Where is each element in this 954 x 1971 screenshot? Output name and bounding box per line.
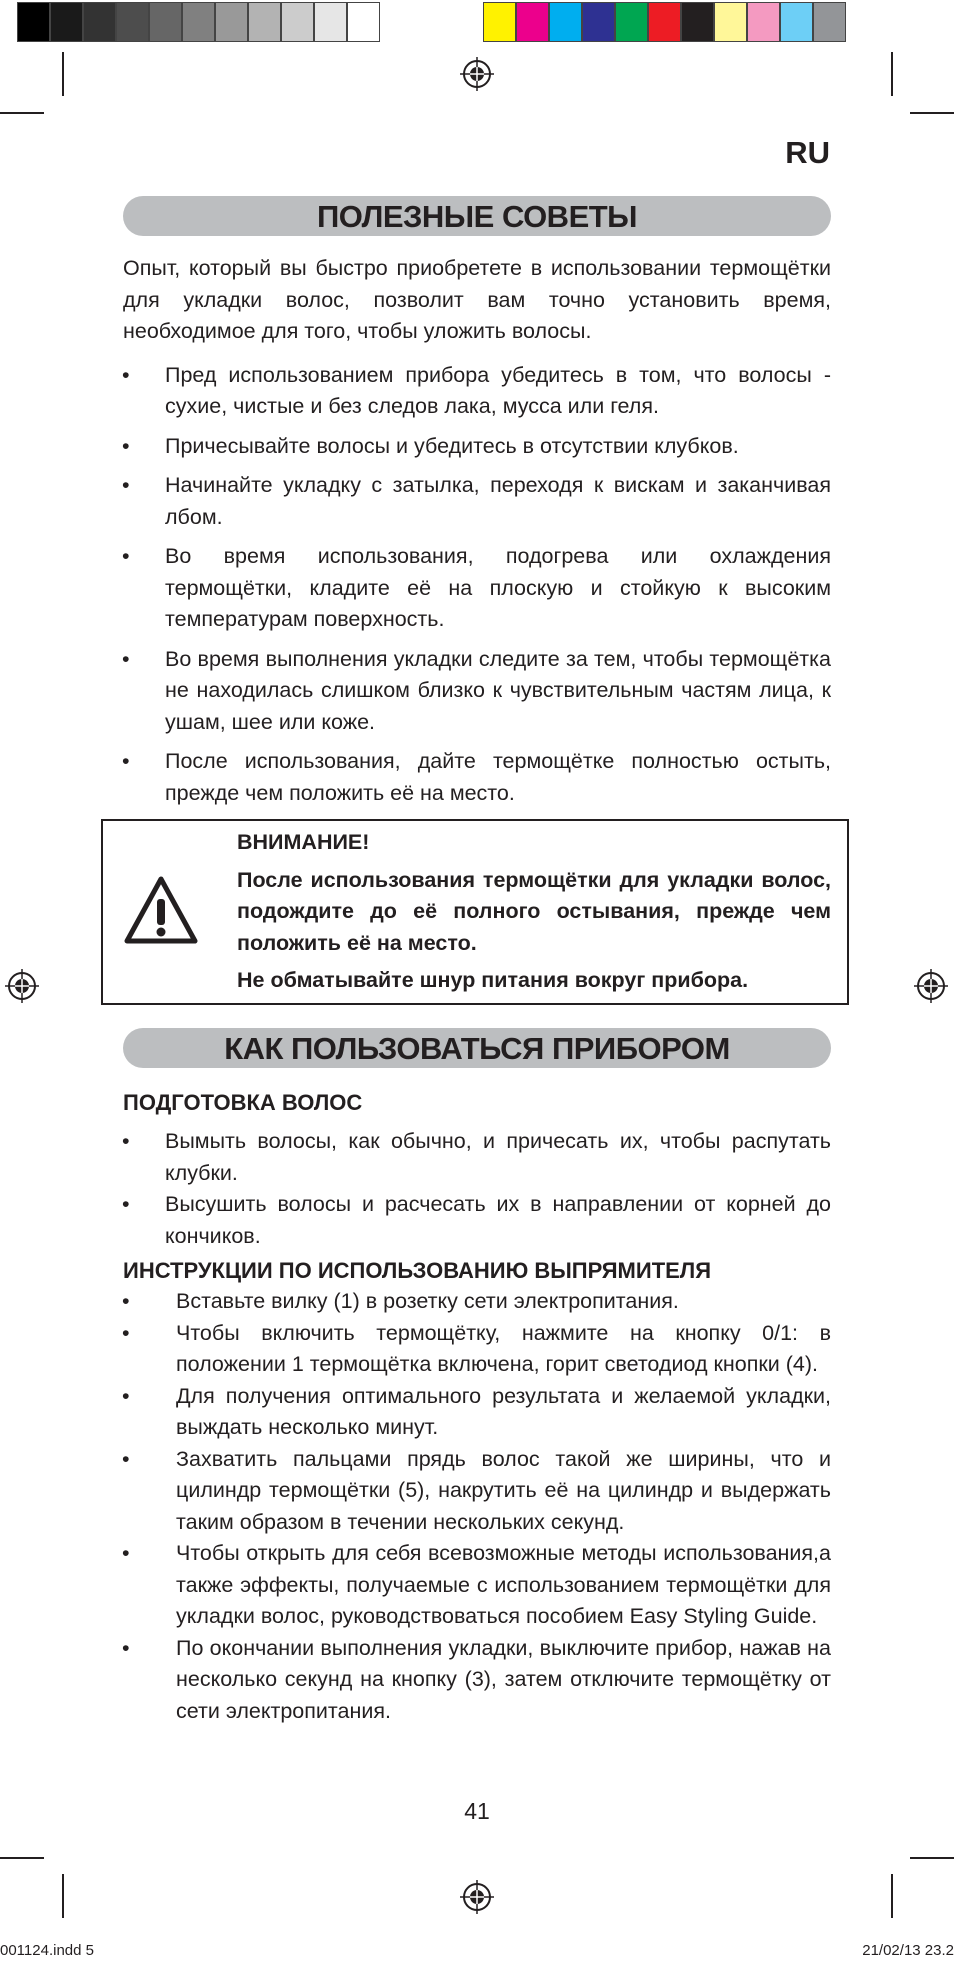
color-swatch (50, 2, 83, 42)
list-item-text: Во время выполнения укладки следите за тем, чтобы термощётка не находилась слишком близко к чувствительным частям лица, к ушам, шее или коже. (165, 646, 831, 734)
list-item-text: Вставьте вилку (1) в розетку сети электропитания. (176, 1289, 679, 1313)
crop-mark (910, 1857, 954, 1859)
bullet-marker: • (122, 1129, 130, 1153)
bullet-marker: • (122, 433, 130, 458)
usage-section (123, 1028, 831, 1727)
bullet-marker: • (122, 1192, 130, 1216)
color-swatch (813, 2, 846, 42)
list-item (123, 746, 831, 809)
warning-text (237, 827, 831, 997)
color-swatch (149, 2, 182, 42)
color-swatch (83, 2, 116, 42)
registration-mark-icon (460, 57, 494, 91)
color-swatch (248, 2, 281, 42)
color-swatch (615, 2, 648, 42)
list-item (123, 644, 831, 739)
tips-intro: Опыт, который вы быстро приобретете в использовании термощётки для укладки волос, позволит вам точно установить время, необходимое для того, чтобы уложить волосы. (123, 256, 831, 343)
list-item (123, 541, 831, 636)
bullet-marker: • (122, 1541, 130, 1565)
list-item (123, 1318, 831, 1381)
registration-mark-icon (914, 969, 948, 1003)
prep-heading: ПОДГОТОВКА ВОЛОС (123, 1090, 363, 1115)
prep-list (123, 1126, 831, 1252)
color-swatch (17, 2, 50, 42)
page-number: 41 (464, 1798, 490, 1824)
color-swatch (648, 2, 681, 42)
color-swatch (314, 2, 347, 42)
bullet-marker: • (122, 749, 130, 773)
bullet-marker: • (122, 1635, 130, 1660)
language-code: RU (785, 135, 830, 170)
color-swatch (747, 2, 780, 42)
list-item-text: Для получения оптимального результата и желаемой укладки, выждать несколько минут. (176, 1383, 831, 1439)
warning-title: ВНИМАНИЕ! (237, 830, 370, 854)
crop-mark (891, 1874, 893, 1918)
color-swatch (516, 2, 549, 42)
instructions-list (123, 1286, 831, 1727)
list-item (123, 1381, 831, 1444)
usage-section-title: КАК ПОЛЬЗОВАТЬСЯ ПРИБОРОМ (123, 1028, 831, 1068)
list-item (123, 1189, 831, 1252)
list-item (123, 1126, 831, 1189)
crop-mark (891, 52, 893, 96)
bullet-marker: • (122, 362, 130, 387)
crop-mark (910, 112, 954, 114)
grayscale-color-bar (17, 2, 380, 42)
list-item-text: Чтобы открыть для себя всевозможные методы использования,а также эффекты, получаемые с использованием термощётки для укладки волос, руководствоваться пособием Easy Styling Guide. (176, 1541, 831, 1628)
color-swatch (780, 2, 813, 42)
registration-mark-icon (460, 1880, 494, 1914)
list-item-text: Чтобы включить термощётку, нажмите на кнопку 0/1: в положении 1 термощётка включена, горит светодиод кнопки (4). (176, 1320, 831, 1376)
bullet-marker: • (122, 473, 130, 497)
bullet-marker: • (122, 646, 130, 671)
list-item (123, 360, 831, 423)
tips-section (123, 196, 831, 817)
crop-mark (62, 1874, 64, 1918)
process-color-bar (483, 2, 846, 42)
bullet-marker: • (122, 1446, 130, 1471)
list-item-text: Высушить волосы и расчесать их в направлении от корней до кончиков. (165, 1192, 831, 1248)
warning-text-2: Не обматывайте шнур питания вокруг прибора. (237, 968, 749, 992)
tips-list (123, 360, 831, 810)
color-swatch (681, 2, 714, 42)
list-item (123, 1444, 831, 1539)
color-swatch (582, 2, 615, 42)
color-swatch (347, 2, 380, 42)
list-item-text: Начинайте укладку с затылка, переходя к вискам и заканчивая лбом. (165, 473, 831, 529)
list-item (123, 1538, 831, 1633)
list-item (123, 470, 831, 533)
list-item (123, 431, 831, 463)
list-item-text: По окончании выполнения укладки, выключите прибор, нажав на несколько секунд на кнопку (3), затем отключите термощётку от сети электропитания. (176, 1635, 831, 1723)
list-item-text: После использования, дайте термощётке полностью остыть, прежде чем положить её на место. (165, 749, 831, 805)
list-item (123, 1286, 831, 1318)
color-swatch (483, 2, 516, 42)
bullet-marker: • (122, 1289, 130, 1313)
warning-triangle-icon (123, 873, 199, 949)
color-swatch (281, 2, 314, 42)
bullet-marker: • (122, 1383, 130, 1408)
list-item (123, 1633, 831, 1728)
registration-mark-icon (5, 969, 39, 1003)
crop-mark (0, 1857, 44, 1859)
color-swatch (549, 2, 582, 42)
bullet-marker: • (122, 1320, 130, 1345)
color-swatch (714, 2, 747, 42)
instructions-heading: ИНСТРУКЦИИ ПО ИСПОЛЬЗОВАНИЮ ВЫПРЯМИТЕЛЯ (123, 1258, 712, 1283)
list-item-text: Захватить пальцами прядь волос такой же ширины, что и цилиндр термощётки (5), накрутить её на цилиндр и выдержать таким образом в течении нескольких секунд. (176, 1446, 831, 1534)
bullet-marker: • (122, 544, 130, 568)
crop-mark (62, 52, 64, 96)
list-item-text: Вымыть волосы, как обычно, и причесать их, чтобы распутать клубки. (165, 1129, 831, 1185)
list-item-text: Во время использования, подогрева или охлаждения термощётки, кладите её на плоскую и стойкую к высоким температурам поверхность. (165, 544, 831, 631)
slug-filename: 001124.indd 5 (0, 1942, 94, 1959)
color-swatch (116, 2, 149, 42)
list-item-text: Причесывайте волосы и убедитесь в отсутствии клубков. (165, 433, 739, 458)
slug-date: 21/02/13 23.2 (862, 1942, 954, 1959)
crop-mark (0, 112, 44, 114)
warning-box (101, 819, 849, 1005)
warning-text-1: После использования термощётки для укладки волос, подождите до её полного остывания, прежде чем положить её на место. (237, 867, 831, 955)
color-swatch (182, 2, 215, 42)
list-item-text: Пред использованием прибора убедитесь в том, что волосы - сухие, чистые и без следов лака, мусса или геля. (165, 362, 831, 418)
color-swatch (215, 2, 248, 42)
tips-section-title: ПОЛЕЗНЫЕ СОВЕТЫ (123, 196, 831, 236)
